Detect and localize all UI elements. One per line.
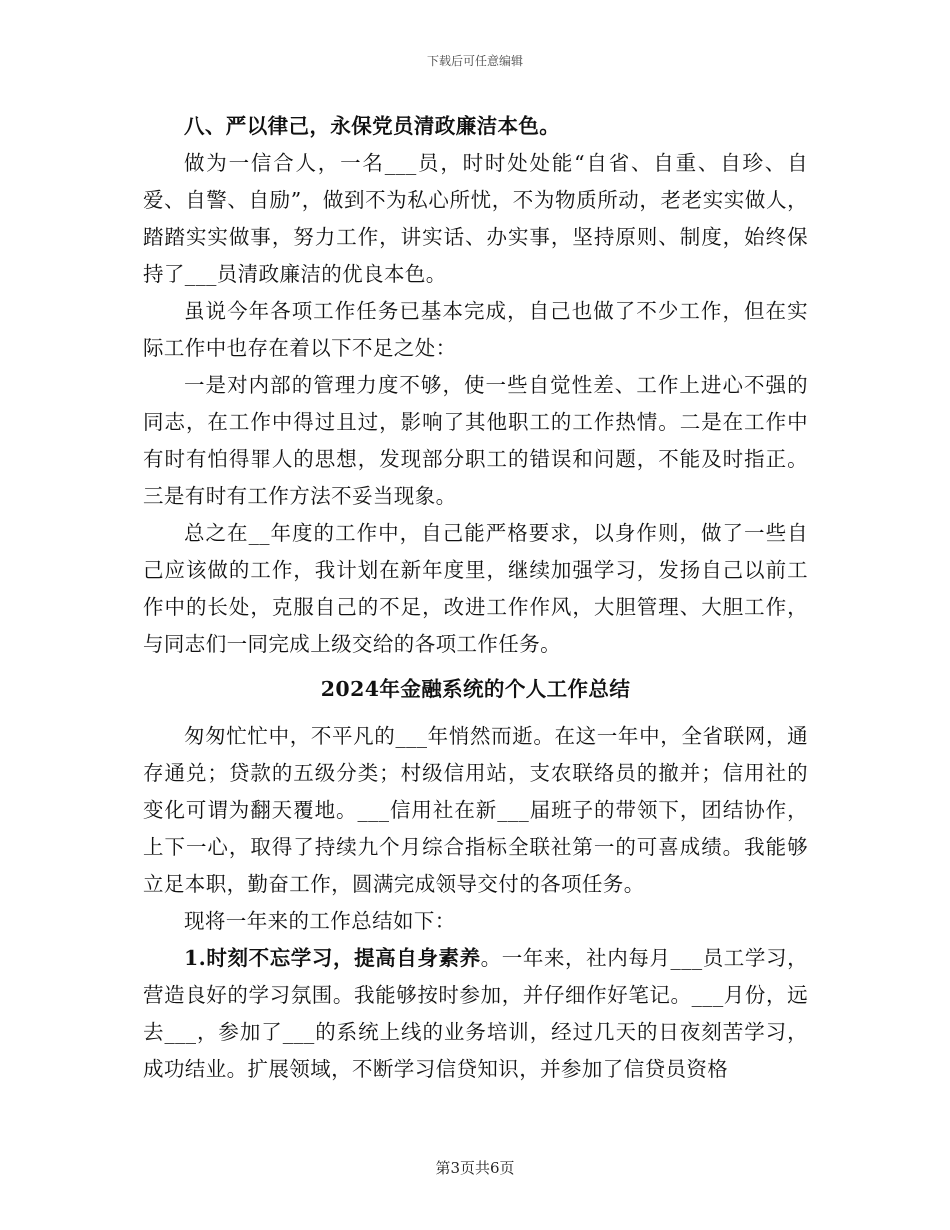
list-item-text: 。一年来，社内每月___员工学习，营造良好的学习氛围。我能够按时参加，并仔细作好笔记。___月份，远去___，参加了___的系统上线的业务培训，经过几天的日夜刻苦学习，成功结业。扩展领域，不断学习信贷知识，并参加了信贷员资格 xyxy=(143,946,808,1081)
article-title: 2024年金融系统的个人工作总结 xyxy=(320,677,631,701)
paragraph: 匆匆忙忙中，不平凡的___年悄然而逝。在这一年中，全省联网，通存通兑；贷款的五级分类；村级信用站，支农联络员的撤并；信用社的变化可谓为翻天覆地。___信用社在新___届班子的带领下，团结协作，上下一心，取得了持续九个月综合指标全联社第一的可喜成绩。我能够立足本职，勤奋工作，圆满完成领导交付的各项任务。 xyxy=(143,724,808,896)
paragraph: 现将一年来的工作总结如下： xyxy=(184,909,456,933)
section-heading: 八、严以律己，永保党员清政廉洁本色。 xyxy=(184,114,561,138)
page-number: 第3页共6页 xyxy=(435,1159,515,1177)
paragraph: 做为一信合人，一名___员，时时处处能“自省、自重、自珍、自爱、自警、自励”，做到不为私心所忧，不为物质所动，老老实实做人，踏踏实实做事，努力工作，讲实话、办实事，坚持原则、制度，始终保持了___员清政廉洁的优良本色。 xyxy=(143,151,808,286)
document-body xyxy=(143,108,808,1088)
list-item xyxy=(143,940,808,1088)
paragraph: 总之在__年度的工作中，自己能严格要求，以身作则，做了一些自己应该做的工作，我计划在新年度里，继续加强学习，发扬自己以前工作中的长处，克服自己的不足，改进工作作风，大胆管理、大胆工作，与同志们一同完成上级交给的各项工作任务。 xyxy=(143,521,808,656)
paragraph: 一是对内部的管理力度不够，使一些自觉性差、工作上进心不强的同志，在工作中得过且过，影响了其他职工的工作热情。二是在工作中有时有怕得罪人的思想，发现部分职工的错误和问题，不能及时指正。三是有时有工作方法不妥当现象。 xyxy=(143,373,808,508)
header-note: 下载后可任意编辑 xyxy=(426,54,523,68)
paragraph: 虽说今年各项工作任务已基本完成，自己也做了不少工作，但在实际工作中也存在着以下不足之处： xyxy=(143,299,808,360)
list-item-heading: 1.时刻不忘学习，提高自身素养 xyxy=(184,946,481,970)
